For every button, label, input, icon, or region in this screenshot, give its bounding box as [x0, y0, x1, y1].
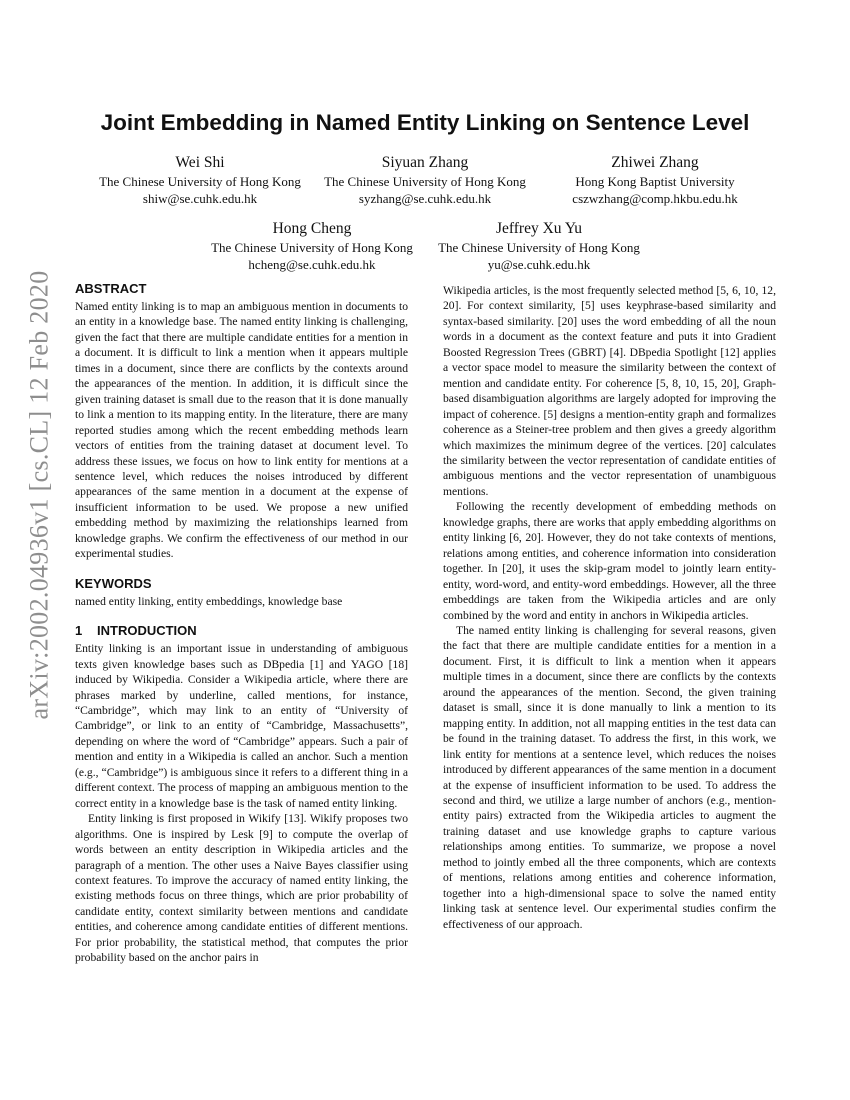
author-block [530, 153, 780, 207]
intro-paragraph-2-cont: Wikipedia articles, is the most frequently selected method [5, 6, 10, 12, 20]. For context similarity, [5] uses keyphrase-based similarity and syntax-based similarity. [20] uses the word embedding of all the noun words in a document as the context feature and puts it into Gradient Boosted Regression Trees (GBRT) [4]. DBpedia Spotlight [12] applies a vector space model to measure the similarity between the context of mention and candidate entity. For coherence [5, 8, 10, 15, 20], Graph-based disambiguation algorithms are largely adopted for improving the impact of coherence. [5] designs a mention-entity graph and formalizes coherence as a Steiner-tree problem and then gives a greedy algorithm which maximizes the minimum degree of the vertices. [20] calculates the similarity between the vector representation of candidate entities of ambiguous mentions and the vector representation of unambiguous mentions. [443, 284, 776, 498]
intro-paragraph-4: The named entity linking is challenging for several reasons, given the fact that there are multiple candidate entities for a mention in a document. First, it is difficult to link a mention when it appears multiple times in a document, since there are conflicts by the contexts around the appearances of the mention. Second, the given training dataset is small, since it is done manually to link a mention to its mapping entity. In addition, not all mapping entities in the test data can be found in the training dataset. To address the first, in this work, we link entity for mentions at a sentence level, which reduces the noises introduced by different appearances of the same mention in a document at the expense of insufficient information to be used. To address the second and third, we utilize a large number of anchors (e.g., mention-entity pairs) extracted from the Wikipedia articles to augment the training dataset and use knowledge graphs to capture various relationships among entities. To summarize, we propose a novel method to jointly embed all the three components, which are contexts of mentions, relations among entities and coherence information, together into a high-dimensional space to solve the named entity linking task at sentence level. Our experimental studies confirm the effectiveness of our approach. [443, 623, 776, 931]
author-affiliation: The Chinese University of Hong Kong [211, 240, 413, 255]
author-name: Wei Shi [175, 154, 225, 171]
right-column [443, 283, 776, 932]
author-block [414, 219, 664, 273]
abstract-heading: ABSTRACT [75, 281, 147, 296]
intro-paragraph-2: Entity linking is first proposed in Wikify [13]. Wikify proposes two algorithms. One is inspired by Lesk [9] to compute the overlap of words between an entity description in Wikipedia articles and the paragraph of a mention. The other uses a Naive Bayes classifier using context features. To improve the accuracy of named entity linking, the existing methods focus on three things, which are prior probability of candidate entity, context similarity between mentions and candidate entities, and coherence among candidate entities of different mentions. For prior probability, the statistical method, that computes the prior probability based on the anchor pairs in [75, 812, 408, 965]
author-affiliation: The Chinese University of Hong Kong [99, 174, 301, 189]
author-name: Jeffrey Xu Yu [495, 220, 583, 237]
author-block [187, 219, 437, 273]
author-email: cszwzhang@comp.hkbu.edu.hk [572, 191, 738, 206]
author-name: Zhiwei Zhang [611, 154, 699, 171]
section-number: 1 [75, 623, 83, 639]
author-email: hcheng@se.cuhk.edu.hk [248, 257, 376, 272]
abstract-text: Named entity linking is to map an ambiguous mention in documents to an entity in a knowledge base. The named entity linking is challenging, given the fact that there are multiple candidate entities for a mention in a document. It is difficult to link a mention when it appears multiple times in a document, since there are conflicts by the contexts around the appearances of the mention. In addition, it is difficult since the given training dataset is small due to the reason that it is done manually to link a mention to its mapping entity. In the literature, there are many reported studies among which the recent embedding methods learn vectors of entities from the training dataset at document level. To address these issues, we focus on how to link entity for mentions at a sentence level, which reduces the noises introduced by different appearances of the same mention in a document at the expense of insufficient information to be used. We propose a new unified embedding method by maximizing the relationships learned from knowledge graphs. We confirm the effectiveness of our method in our experimental studies. [75, 300, 408, 561]
left-column [75, 280, 408, 966]
introduction-heading [75, 622, 408, 640]
author-email: shiw@se.cuhk.edu.hk [142, 191, 258, 206]
author-name: Hong Cheng [272, 220, 352, 237]
author-block [75, 153, 325, 207]
keywords-heading: KEYWORDS [75, 575, 152, 591]
author-affiliation: The Chinese University of Hong Kong [438, 240, 640, 255]
arxiv-stamp-text: arXiv:2002.04936v1 [cs.CL] 12 Feb 2020 [25, 270, 54, 720]
keywords-text: named entity linking, entity embeddings, knowledge base [75, 594, 343, 608]
paper-title: Joint Embedding in Named Entity Linking on Sentence Level [100, 110, 750, 135]
author-name: Siyuan Zhang [381, 154, 469, 171]
author-block [300, 153, 550, 207]
intro-paragraph-1: Entity linking is an important issue in understanding of ambiguous texts given knowledge bases such as DBpedia [1] and YAGO [18] induced by Wikipedia. Consider a Wikipedia article, where there are phrases marked by underline, called mentions, for instance, “Cambridge”, which may link to an entity of “University of Cambridge”, or link to an entity of “Cambridge, Massachusetts”, depending on where the word of “Cambridge” appears. Such a pair of mention and entity in a Wikipedia is called an anchor. Such a mention (e.g., “Cambridge”) is ambiguous since it refers to a different thing in a different context. The process of mapping an ambiguous mention to the correct entity in a knowledge base is the task of named entity linking. [75, 642, 408, 810]
author-affiliation: Hong Kong Baptist University [575, 174, 735, 189]
intro-paragraph-3: Following the recently development of embedding methods on knowledge graphs, there are works that apply embedding algorithms on entity linking [6, 20]. However, they do not take contexts of mentions, relations among entities, and coherence information into consideration together. In [20], it uses the skip-gram model to jointly learn entity-entity, word-word, and entity-word embeddings. However, all the three embeddings are taken from the Wikipedia articles and are only combined by the word and entity in anchors in Wikipedia articles. [443, 500, 776, 622]
author-email: syzhang@se.cuhk.edu.hk [358, 191, 492, 206]
section-title: INTRODUCTION [97, 623, 197, 639]
author-email: yu@se.cuhk.edu.hk [487, 257, 591, 272]
arxiv-side-stamp [25, 270, 55, 720]
author-affiliation: The Chinese University of Hong Kong [324, 174, 526, 189]
